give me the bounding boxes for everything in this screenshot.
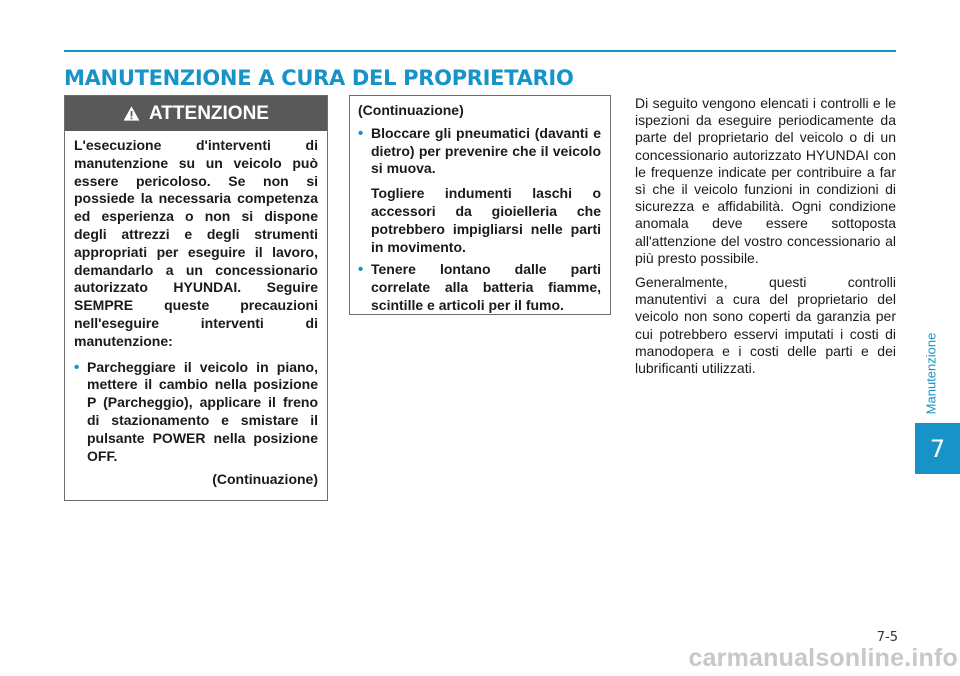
warning-continued: (Continuazione)	[212, 471, 318, 488]
warning-bullet-text: Parcheggiare il veicolo in piano, mettere il cambio nella posizione P (Parcheggio), applicare il freno di stazionamento e smistare il pulsante POWER nella posizione OFF.	[87, 358, 318, 464]
chapter-side-label-text: Manutenzione	[923, 332, 939, 414]
continued-body	[350, 96, 610, 315]
body-paragraph: Generalmente, questi controlli manutentivi a cura del proprietario del veicolo non sono coperti da garanzia per cui potrebbero esservi imputati i costi di manodopera e i costi delle parti e dei lubrificanti utilizzati.	[635, 274, 896, 377]
warning-intro: L'esecuzione d'interventi di manutenzione su un veicolo può essere pericoloso. Se non si possiede la necessaria competenza ed esperienza o non si dispone degli attrezzi e degli strumenti appropriati per eseguire il lavoro, demandarlo a un concessionario autorizzato HYUNDAI. Seguire SEMPRE queste precauzioni nell'eseguire interventi di manutenzione:	[74, 137, 318, 349]
continued-bullet-2	[358, 261, 601, 314]
page-number: 7-5	[876, 630, 898, 645]
warning-triangle-icon	[123, 106, 140, 121]
warning-header	[65, 96, 327, 131]
section-title: MANUTENZIONE A CURA DEL PROPRIETARIO	[64, 66, 574, 90]
top-rule	[64, 50, 896, 52]
continued-bullet-1	[358, 125, 601, 178]
warning-box	[64, 95, 328, 501]
bullet-dot-icon: •	[358, 124, 364, 142]
chapter-tab[interactable]: 7	[915, 423, 960, 474]
continued-box	[349, 95, 611, 315]
continued-bullet-1-text: Bloccare gli pneumatici (davanti e dietro) per prevenire che il veicolo si muova.	[371, 124, 601, 177]
warning-bullet	[74, 359, 318, 466]
continued-bullet-2-text: Tenere lontano dalle parti correlate alla batteria fiamme, scintille e articoli per il fumo.	[371, 261, 601, 313]
continued-bullet-1-extra: Togliere indumenti laschi o accessori da gioielleria che potrebbero impigliarsi nelle parti in movimento.	[371, 185, 601, 255]
body-text-column	[635, 95, 896, 384]
chapter-side-label	[921, 323, 941, 423]
bullet-dot-icon: •	[358, 261, 364, 279]
warning-header-label: ATTENZIONE	[149, 102, 269, 124]
body-paragraph: Di seguito vengono elencati i controlli e le ispezioni da eseguire periodicamente da parte del proprietario del veicolo o di un concessionario autorizzato HYUNDAI con le frequenze indicate per contribuire a far sì che il veicolo funzioni in condizioni di sicurezza e affidabilità. Ogni condizione anomala deve essere sottoposta all'attenzione del vostro concessionario al più presto possibile.	[635, 95, 896, 266]
bullet-dot-icon: •	[74, 358, 80, 376]
watermark: carmanualsonline.info	[688, 644, 958, 672]
continued-heading: (Continuazione)	[358, 102, 464, 118]
warning-body	[65, 131, 327, 489]
